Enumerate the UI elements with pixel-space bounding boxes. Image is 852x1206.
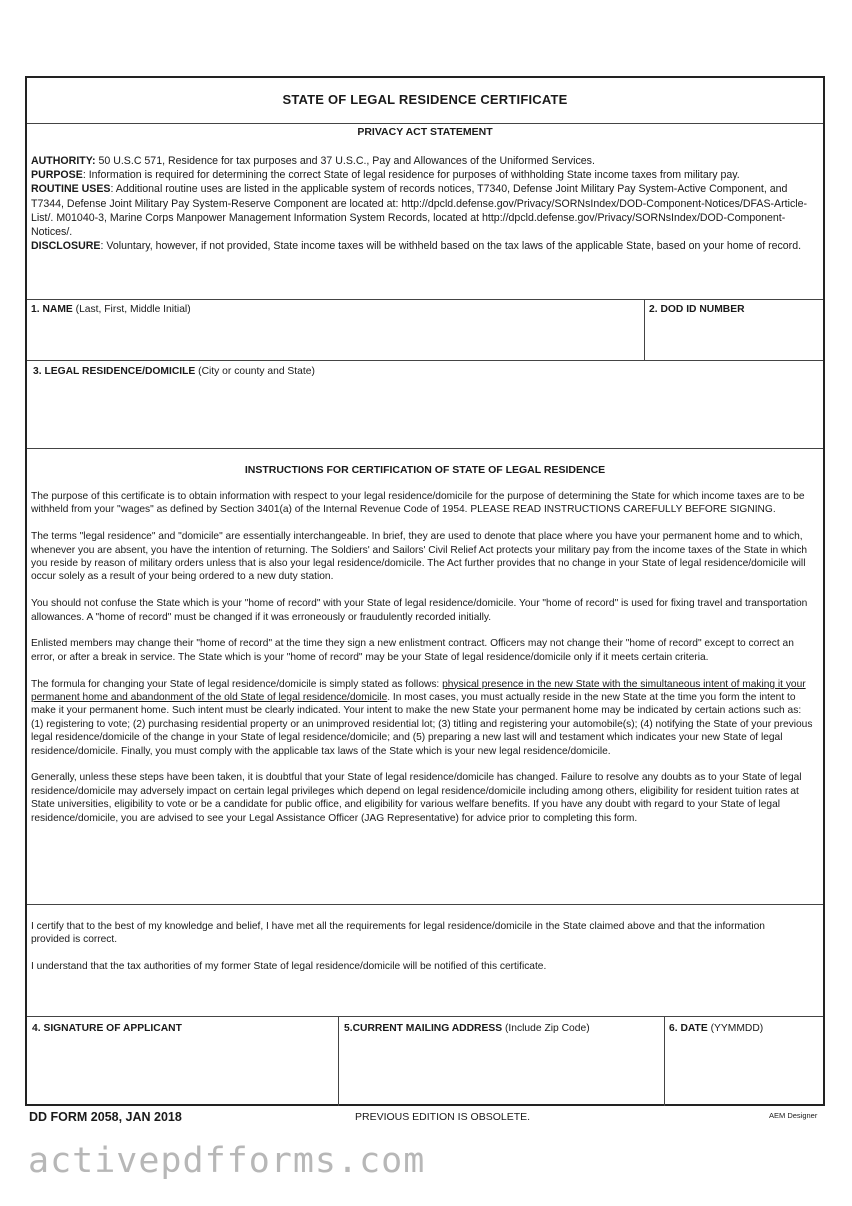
divider: [664, 1016, 665, 1106]
certification-statement: I certify that to the best of my knowledge and belief, I have met all the requirements for legal residence/domicile in the State claimed above and that the information provided is correct.: [31, 921, 765, 946]
signature-label: 4. SIGNATURE OF APPLICANT: [32, 1023, 182, 1034]
authority-label: AUTHORITY:: [31, 155, 96, 167]
form-number: DD FORM 2058, JAN 2018: [29, 1110, 182, 1124]
divider: [27, 1016, 823, 1017]
instructions-body: [31, 490, 815, 838]
name-input[interactable]: [29, 318, 641, 356]
certification-body: [31, 920, 783, 987]
instructions-paragraph: Generally, unless these steps have been taken, it is doubtful that your State of legal residence/domicile has changed. Failure to resolve any doubts as to your State of legal residence/domicile may adversely impact on certain legal privileges which depend on legal residence/domicile including among others, eligibility for resident tuition rates at State universities, eligibility to vote or be a candidate for public office, and eligibility for various welfare benefits. If you have any doubt with regard to your State of legal residence/domicile, you are advised to see your Legal Assistance Officer (JAG Representative) for advice prior to completing this form.: [31, 772, 802, 824]
disclosure-label: DISCLOSURE: [31, 240, 101, 253]
routine-uses-text: : Additional routine uses are listed in the applicable system of records notices, T7340, Defense Joint Military Pay System-Active Component, and T7344, Defense Joint Military Pay System-Reserve Component are located at: http://dpcld.defense.gov/Privacy/SORNsIndex/DOD-Component-Notices/DFAS-Article-List/. M01040-3, Marine Corps Manpower Management Information System Records, located at http://dpcld.defense.gov/Privacy/SORNsIndex/DOD-Component-Notices/.: [31, 183, 808, 239]
instructions-paragraph: The formula for changing your State of legal residence/domicile is simply stated as follows: physical presence in the new State with the simultaneous intent of making it your permanent home and abandonment of the old State of legal residence/domicile. In most cases, you must actually reside in the new State at the time you form the intent to make it your permanent home. Such intent must be clearly indicated. Your intent to make the new State your permanent home may be indicated by certain actions such as: (1) registering to vote; (2) purchasing residential property or an unimproved residential lot; (3) titling and registering your automobile(s); (4) notifying the State of your previous legal residence/domicile of the change in your State of legal residence/domicile; and (5) preparing a new last will and testament which indicates your new State of legal residence/domicile. Finally, you must comply with the applicable tax laws of the State which is your new legal residence/domicile.: [31, 678, 813, 757]
watermark: activepdfforms.com: [28, 1141, 426, 1181]
authority-text: 50 U.S.C 571, Residence for tax purposes and 37 U.S.C., Pay and Allowances of the Uniformed Services.: [95, 155, 595, 167]
divider: [338, 1016, 339, 1106]
date-label: 6. DATE (YYMMDD): [669, 1023, 764, 1034]
instructions-paragraph: You should not confuse the State which is your "home of record" with your State of legal residence/domicile. Your "home of record" is used for fixing travel and transportation allowances. A "home of record" must be changed if it was erroneously or fraudulently recorded initially.: [31, 598, 808, 623]
routine-uses-label: ROUTINE USES: [31, 183, 111, 196]
divider: [27, 448, 823, 449]
instructions-paragraph: Enlisted members may change their "home of record" at the time they sign a new enlistment contract. Officers may not change their "home of record" except to correct an error, or after a break in service. The State which is your "home of record" may be your State of legal residence/domicile only if it meets certain criteria.: [31, 638, 794, 663]
form-container: [25, 76, 825, 1106]
divider: [27, 123, 823, 124]
instructions-paragraph: The terms "legal residence" and "domicile" are essentially interchangeable. In brief, they are used to denote that place where you have your permanent home and to which, whenever you are absent, you have the intention of returning. The Soldiers' and Sailors' Civil Relief Act protects your military pay from the income taxes of the State in which you reside by reason of military orders unless that is also your legal residence/domicile. The Act further provides that no change in your State of legal residence/domicile will occur solely as a result of your being ordered to a new duty station.: [31, 531, 808, 583]
purpose-label: PURPOSE: [31, 169, 83, 182]
signature-input[interactable]: [29, 1038, 335, 1102]
aem-designer-note: AEM Designer: [769, 1111, 818, 1120]
disclosure-text: : Voluntary, however, if not provided, State income taxes will be withheld based on the tax laws of the applicable State, based on your home of record.: [100, 240, 802, 253]
certification-notice: I understand that the tax authorities of my former State of legal residence/domicile will be notified of this certificate.: [31, 961, 547, 973]
divider: [27, 904, 823, 905]
instructions-heading: INSTRUCTIONS FOR CERTIFICATION OF STATE OF LEGAL RESIDENCE: [244, 464, 606, 476]
dod-id-input[interactable]: [647, 318, 821, 356]
legal-residence-input[interactable]: [29, 380, 821, 444]
name-label: 1. NAME (Last, First, Middle Initial): [31, 304, 191, 315]
previous-edition-note: PREVIOUS EDITION IS OBSOLETE.: [355, 1111, 531, 1123]
purpose-text: : Information is required for determining the correct State of legal residence for purposes of withholding State income taxes from military pay.: [82, 169, 740, 182]
form-title: STATE OF LEGAL RESIDENCE CERTIFICATE: [282, 92, 568, 107]
formula-underlined: physical presence in the new State with the simultaneous intent of making it your permanent home and abandonment of the old State of legal residence/domicile: [31, 678, 806, 704]
divider: [644, 299, 645, 360]
divider: [27, 299, 823, 300]
dod-id-label: 2. DOD ID NUMBER: [649, 304, 745, 315]
privacy-statement: [31, 154, 811, 253]
privacy-heading: PRIVACY ACT STATEMENT: [357, 126, 493, 138]
date-input[interactable]: [667, 1038, 821, 1102]
legal-residence-label: 3. LEGAL RESIDENCE/DOMICILE (City or county and State): [33, 366, 315, 377]
mailing-address-input[interactable]: [341, 1038, 661, 1102]
divider: [27, 360, 823, 361]
instructions-paragraph: The purpose of this certificate is to obtain information with respect to your legal residence/domicile for the purpose of determining the State for which income taxes are to be withheld from your "wages" as defined by Section 3401(a) of the Internal Revenue Code of 1954. PLEASE READ INSTRUCTIONS CAREFULLY BEFORE SIGNING.: [31, 491, 805, 516]
mailing-address-label: 5.CURRENT MAILING ADDRESS (Include Zip Code): [344, 1023, 590, 1034]
